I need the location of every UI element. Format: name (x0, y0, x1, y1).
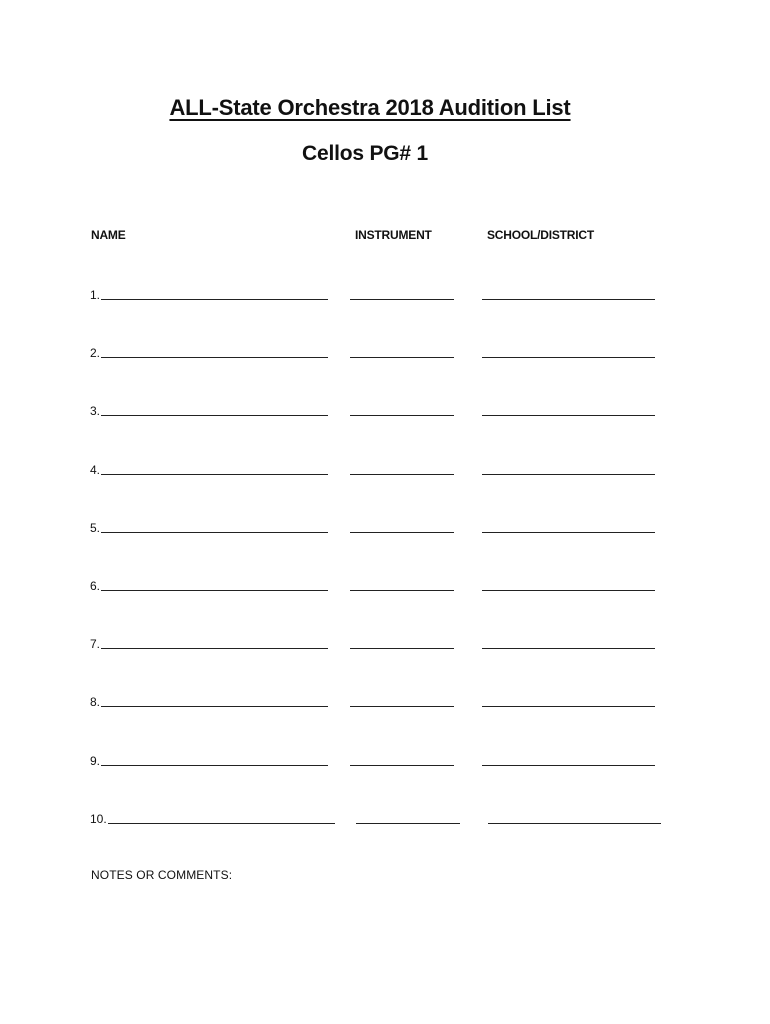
school-blank-line[interactable] (482, 299, 655, 300)
instrument-blank-line[interactable] (350, 648, 454, 649)
name-blank-line[interactable] (101, 357, 328, 358)
page-title: ALL-State Orchestra 2018 Audition List (169, 95, 571, 120)
instrument-blank-line[interactable] (350, 532, 454, 533)
school-blank-line[interactable] (482, 648, 655, 649)
name-blank-line[interactable] (108, 823, 335, 824)
instrument-blank-line[interactable] (350, 590, 454, 591)
entry-row (0, 403, 770, 423)
entry-row (0, 345, 770, 365)
name-blank-line[interactable] (101, 706, 328, 707)
instrument-blank-line[interactable] (356, 823, 460, 824)
entry-row (0, 636, 770, 656)
page-subtitle: Cellos PG# 1 (302, 142, 428, 165)
school-blank-line[interactable] (482, 415, 655, 416)
instrument-blank-line[interactable] (350, 299, 454, 300)
name-blank-line[interactable] (101, 532, 328, 533)
instrument-blank-line[interactable] (350, 706, 454, 707)
entry-row (0, 753, 770, 773)
entry-number: 2. (90, 346, 101, 360)
school-blank-line[interactable] (482, 765, 655, 766)
column-header-school: SCHOOL/DISTRICT (487, 228, 594, 242)
entry-number: 6. (90, 579, 101, 593)
entry-row (0, 520, 770, 540)
instrument-blank-line[interactable] (350, 415, 454, 416)
entry-number: 1. (90, 288, 101, 302)
entry-number: 7. (90, 637, 101, 651)
entry-number: 3. (90, 404, 101, 418)
school-blank-line[interactable] (488, 823, 661, 824)
name-blank-line[interactable] (101, 299, 328, 300)
entry-row (0, 578, 770, 598)
school-blank-line[interactable] (482, 357, 655, 358)
entry-row (0, 287, 770, 307)
school-blank-line[interactable] (482, 706, 655, 707)
entry-number: 9. (90, 754, 101, 768)
notes-label: NOTES OR COMMENTS: (91, 868, 233, 882)
school-blank-line[interactable] (482, 590, 655, 591)
instrument-blank-line[interactable] (350, 357, 454, 358)
name-blank-line[interactable] (101, 415, 328, 416)
entry-number: 10. (90, 812, 107, 826)
instrument-blank-line[interactable] (350, 765, 454, 766)
name-blank-line[interactable] (101, 648, 328, 649)
entry-row (0, 811, 770, 831)
instrument-blank-line[interactable] (350, 474, 454, 475)
name-blank-line[interactable] (101, 590, 328, 591)
entry-row (0, 462, 770, 482)
school-blank-line[interactable] (482, 532, 655, 533)
name-blank-line[interactable] (101, 474, 328, 475)
name-blank-line[interactable] (101, 765, 328, 766)
entry-number: 4. (90, 463, 101, 477)
entry-number: 8. (90, 695, 101, 709)
column-header-name: NAME (91, 228, 126, 242)
school-blank-line[interactable] (482, 474, 655, 475)
entry-row (0, 694, 770, 714)
column-header-instrument: INSTRUMENT (355, 228, 432, 242)
entry-number: 5. (90, 521, 101, 535)
